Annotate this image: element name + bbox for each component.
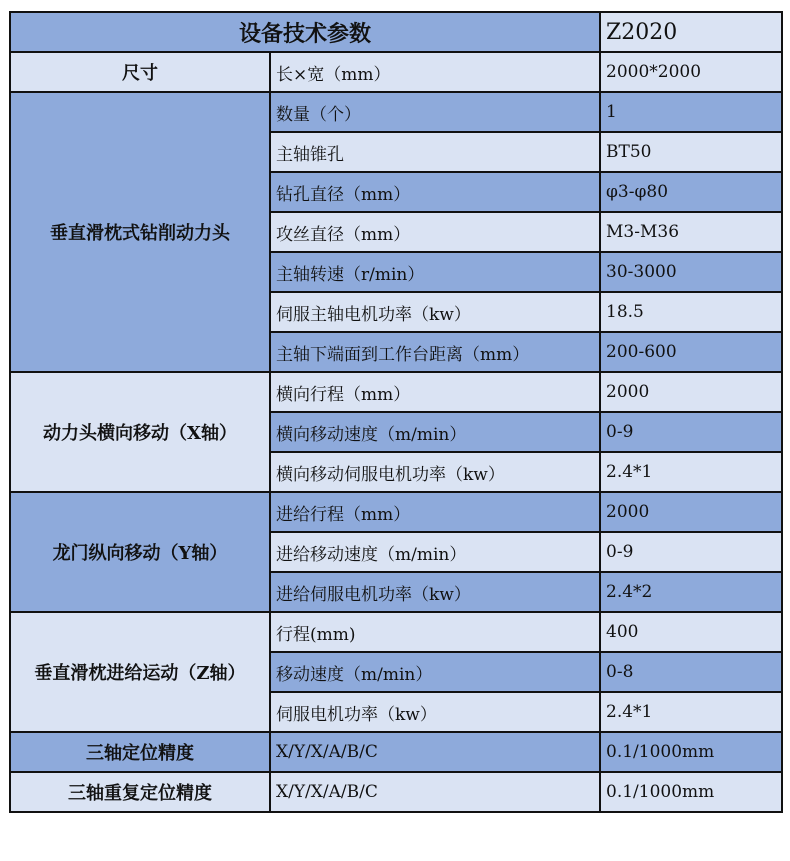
parameter-name: 横向移动伺服电机功率（kw） — [270, 452, 600, 492]
parameter-name: 横向行程（mm） — [270, 372, 600, 412]
parameter-name: X/Y/X/A/B/C — [270, 732, 600, 772]
parameter-value: 2000*2000 — [600, 52, 782, 92]
category-cell: 垂直滑枕式钻削动力头 — [10, 92, 270, 372]
parameter-value: 0-9 — [600, 532, 782, 572]
parameter-value: 30-3000 — [600, 252, 782, 292]
parameter-value: 400 — [600, 612, 782, 652]
parameter-name: 数量（个） — [270, 92, 600, 132]
parameter-name: 移动速度（m/min） — [270, 652, 600, 692]
parameter-value: 0-9 — [600, 412, 782, 452]
category-cell: 三轴重复定位精度 — [10, 772, 270, 812]
table-row — [10, 772, 782, 812]
parameter-value: 2000 — [600, 492, 782, 532]
parameter-name: 伺服电机功率（kw） — [270, 692, 600, 732]
parameter-name: 进给行程（mm） — [270, 492, 600, 532]
parameter-name: 进给移动速度（m/min） — [270, 532, 600, 572]
model-number: Z2020 — [600, 12, 782, 52]
table-row — [10, 732, 782, 772]
parameter-name: 横向移动速度（m/min） — [270, 412, 600, 452]
parameter-value: 0.1/1000mm — [600, 732, 782, 772]
table-row — [10, 52, 782, 92]
table-row — [10, 492, 782, 532]
spec-table — [9, 11, 783, 813]
parameter-value: M3-M36 — [600, 212, 782, 252]
parameter-value: 0-8 — [600, 652, 782, 692]
parameter-name: 进给伺服电机功率（kw） — [270, 572, 600, 612]
parameter-name: 主轴下端面到工作台距离（mm） — [270, 332, 600, 372]
parameter-value: 0.1/1000mm — [600, 772, 782, 812]
parameter-name: 长×宽（mm） — [270, 52, 600, 92]
parameter-name: 攻丝直径（mm） — [270, 212, 600, 252]
category-cell: 垂直滑枕进给运动（Z轴） — [10, 612, 270, 732]
parameter-value: 18.5 — [600, 292, 782, 332]
parameter-value: 2.4*2 — [600, 572, 782, 612]
table-title: 设备技术参数 — [10, 12, 600, 52]
parameter-name: 伺服主轴电机功率（kw） — [270, 292, 600, 332]
parameter-name: 行程(mm) — [270, 612, 600, 652]
category-cell: 龙门纵向移动（Y轴） — [10, 492, 270, 612]
parameter-value: 2.4*1 — [600, 452, 782, 492]
parameter-name: X/Y/X/A/B/C — [270, 772, 600, 812]
category-cell: 尺寸 — [10, 52, 270, 92]
parameter-name: 主轴转速（r/min） — [270, 252, 600, 292]
parameter-value: 1 — [600, 92, 782, 132]
category-cell: 三轴定位精度 — [10, 732, 270, 772]
spec-table-body — [10, 12, 782, 812]
parameter-name: 主轴锥孔 — [270, 132, 600, 172]
parameter-value: φ3-φ80 — [600, 172, 782, 212]
category-cell: 动力头横向移动（X轴） — [10, 372, 270, 492]
parameter-value: 2000 — [600, 372, 782, 412]
spec-sheet — [9, 11, 783, 813]
table-row — [10, 612, 782, 652]
parameter-name: 钻孔直径（mm） — [270, 172, 600, 212]
parameter-value: 2.4*1 — [600, 692, 782, 732]
parameter-value: 200-600 — [600, 332, 782, 372]
table-row — [10, 92, 782, 132]
table-row — [10, 372, 782, 412]
parameter-value: BT50 — [600, 132, 782, 172]
header-row — [10, 12, 782, 52]
